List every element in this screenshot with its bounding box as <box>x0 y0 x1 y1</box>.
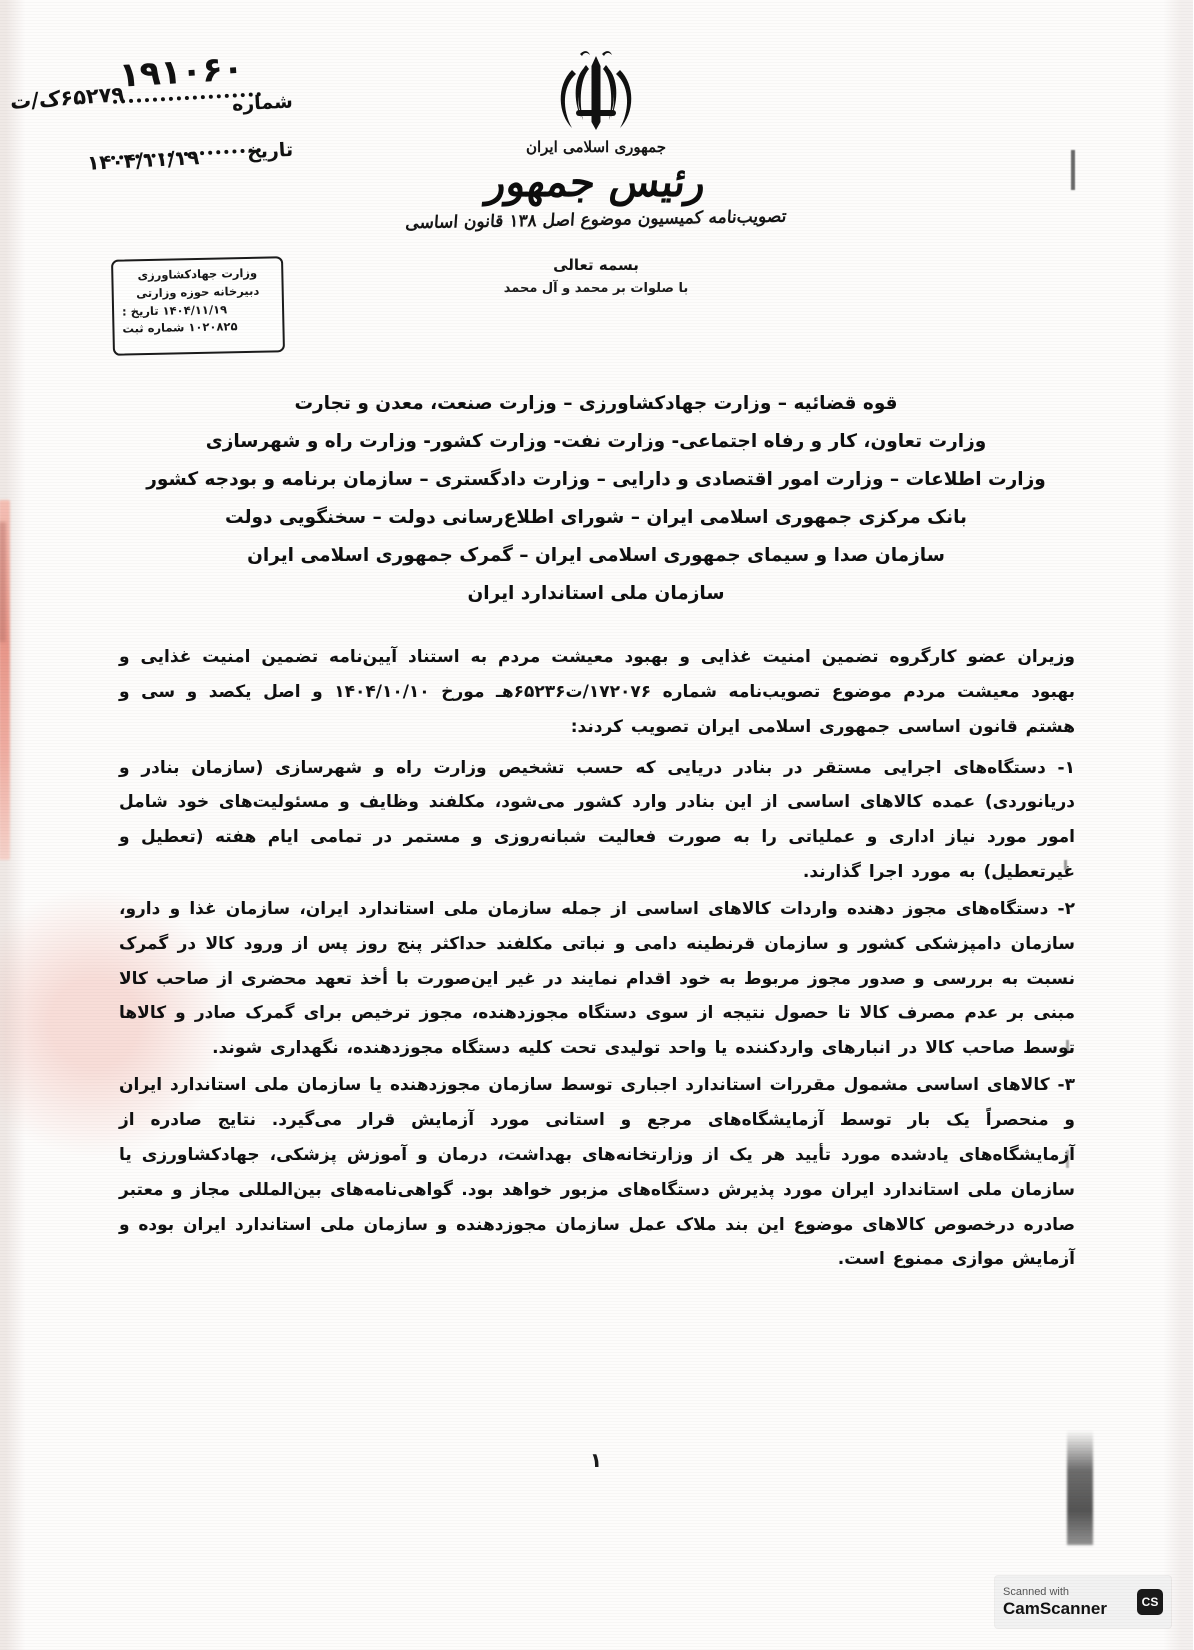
stamp-ministry-name: وزارت جهادکشاورزی <box>138 265 259 283</box>
header-country-name: جمهوری اسلامی ایران <box>526 138 668 156</box>
recipient-line: وزارت اطلاعات – وزارت امور اقتصادی و دارایی – وزارت دادگستری – سازمان برنامه و بودجه کشور <box>147 468 1047 490</box>
stamp-date-value: ۱۴۰۴/۱۱/۱۹ <box>163 302 229 318</box>
page-number: ۱ <box>590 1448 604 1472</box>
camscanner-app-name: CamScanner <box>1004 1598 1108 1618</box>
registry-date: ۱۴۰۴/۱۱/۱۹ <box>87 145 201 175</box>
header-commission-subtitle: تصویب‌نامه کمیسیون موضوع اصل ۱۳۸ قانون اساسی <box>405 206 789 234</box>
basmala-text: بسمه تعالی <box>554 256 640 274</box>
body-paragraph-item-3: ۳- کالاهای اساسی مشمول مقررات استاندارد اجباری توسط سازمان مجوزدهنده یا سازمان ملی استاندارد ایران و منحصراً یک بار توسط آزمایشگاه‌های مرجع و استانی مورد آزمایش قرار می‌گیرد. نتایج صادره از آزمایشگاه‌های یادشده مورد تأیید هر یک از وزارتخانه‌های بهداشت، درمان و آموزش پزشکی، جهادکشاورزی یا سازمان ملی استاندارد ایران مورد پذیرش دستگاه‌های مزبور خواهد بود. گواهی‌نامه‌های بین‌المللی مجاز و معتبر صادره درخصوص کالاهای موضوع این بند ملاک عمل سازمان مجوزدهنده و سازمان ملی استاندارد ایران بوده و آزمایش موازی ممنوع است. <box>120 1075 1076 1270</box>
camscanner-watermark <box>996 1576 1172 1628</box>
registry-sub-number: ۶۵۲۷۹ک/ت <box>9 82 126 114</box>
stamp-regnum-value: ۱۰۲۰۸۲۵ <box>189 319 239 335</box>
stamp-regnum-row <box>123 318 275 339</box>
recipient-line: سازمان ملی استاندارد ایران <box>468 582 726 604</box>
registry-label-number: شماره <box>232 90 295 116</box>
letterhead <box>0 48 1194 296</box>
camscanner-text <box>1004 1586 1131 1619</box>
stamp-regnum-label: شماره ثبت <box>123 320 186 337</box>
body-paragraph-item-2: ۲- دستگاه‌های مجوز دهنده واردات کالاهای اساسی از جمله سازمان ملی استاندارد ایران، سازمان غذا و دارو، سازمان دامپزشکی کشور و سازمان قرنطینه دامی و نباتی مکلفند حداکثر پنج روز پس از ورود کالا در گمرک نسبت به بررسی و صدور مجوز مربوط به خود اقدام نمایند در غیر این‌صورت با أخذ تعهد محضری از صاحب کالا مبنی بر عدم مصرف کالا تا حصول نتیجه از سوی دستگاه مجوزدهنده، مجوز ترخیص برای گمرک صادر و کالاها توسط صاحب کالا در انبارهای واردکننده یا واحد تولیدی تحت کلیه دستگاه مجوزدهنده، نگهداری شوند. <box>120 898 1076 1059</box>
recipient-line: سازمان صدا و سیمای جمهوری اسلامی ایران – گمرک جمهوری اسلامی ایران <box>248 544 946 566</box>
camscanner-scanned-with-label: Scanned with <box>1004 1585 1071 1598</box>
stamp-office-name: دبیرخانه حوزه وزارتی <box>136 283 261 301</box>
registry-number: ۱۹۱۰۶۰ <box>119 48 247 96</box>
header-president-title: رئیس جمهور <box>484 158 710 206</box>
recipient-line: قوه قضائیه – وزارت جهادکشاورزی – وزارت صنعت، معدن و تجارت <box>295 393 899 414</box>
camscanner-logo-icon: CS <box>1138 1589 1164 1615</box>
iran-emblem-icon <box>551 48 643 140</box>
registry-label-date: تاریخ <box>247 138 295 164</box>
body-paragraph-item-1: ۱- دستگاه‌های اجرایی مستقر در بنادر دریایی که حسب تشخیص وزارت راه و شهرسازی (سازمان بنادر و دریانوردی) عمده کالاهای اساسی از این بنادر وارد کشور می‌شود، مکلفند وظایف و مسئولیت‌های خود شامل امور مورد نیاز اداری و عملیاتی را به صورت فعالیت شبانه‌روزی و مستمر در تمامی ایام هفته (تعطیل و غیرتعطیل) به مورد اجرا گذارند. <box>120 757 1076 883</box>
body-paragraph-intro: وزیران عضو کارگروه تضمین امنیت غذایی و بهبود معیشت مردم به استناد آیین‌نامه تضمین امنیت غذایی و بهبود معیشت مردم موضوع تصویب‌نامه شماره ۱۷۲۰۷۶/ت۶۵۲۳۶هـ مورخ ۱۴۰۴/۱۰/۱۰ و اصل یکصد و سی و هشتم قانون اساسی جمهوری اسلامی ایران تصویب کردند: <box>120 647 1076 737</box>
recipient-line: بانک مرکزی جمهوری اسلامی ایران – شورای اطلاع‌رسانی دولت – سخنگویی دولت <box>226 506 968 528</box>
scan-edge-artifact-left-dark <box>0 522 7 642</box>
recipient-line: وزارت تعاون، کار و رفاه اجتماعی- وزارت نفت- وزارت کشور- وزارت راه و شهرسازی <box>206 430 988 452</box>
document-body <box>120 640 1076 1279</box>
salawat-text: با صلوات بر محمد و آل محمد <box>504 281 690 296</box>
recipients-list <box>96 385 1098 613</box>
stamp-date-label: تاریخ : <box>122 303 160 319</box>
